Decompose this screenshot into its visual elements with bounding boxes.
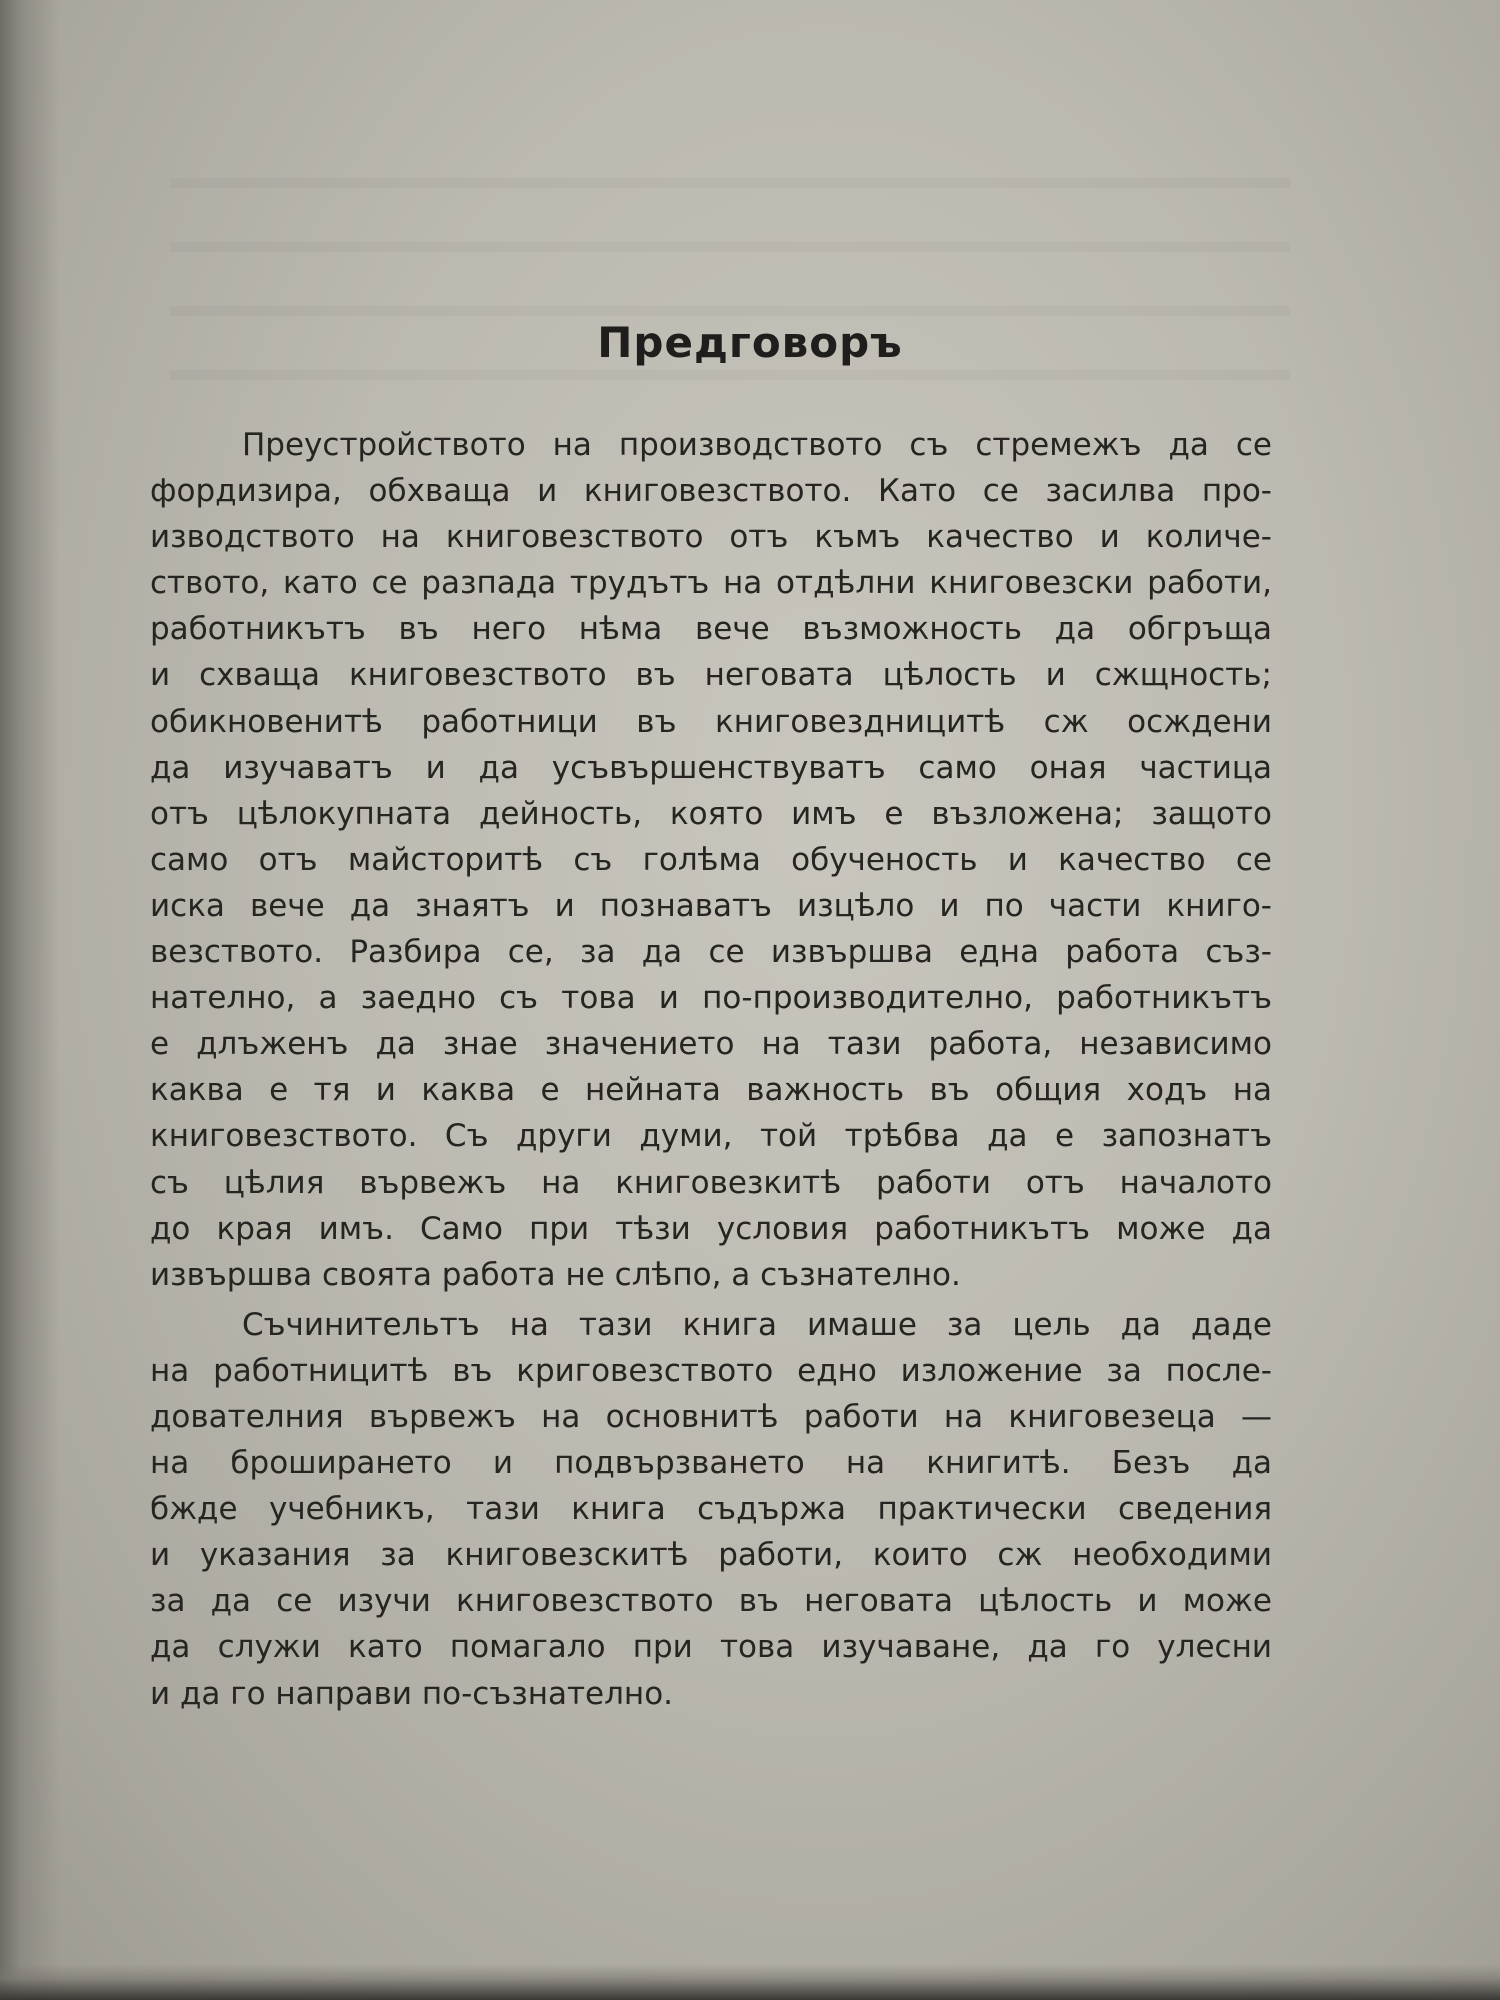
text-line: съ цѣлия вървежъ на книговезкитѣ работи отъ началото	[150, 1164, 1272, 1201]
text-line: е длъженъ да знае значението на тази работа, независимо	[150, 1026, 1272, 1063]
text-line: отъ цѣлокупната дейность, която имъ е възложена; защото	[150, 795, 1272, 832]
text-line: и указания за книговезскитѣ работи, които сж необходими	[150, 1537, 1272, 1574]
text-line: обикновенитѣ работници въ книговездницитѣ сж осждени	[150, 703, 1272, 740]
text-line: книговезството. Съ други думи, той трѣбва да е запознатъ	[150, 1118, 1272, 1155]
text-line: каква е тя и каква е нейната важность въ общия ходъ на	[150, 1072, 1272, 1109]
text-line: дователния вървежъ на основнитѣ работи на книговезеца —	[150, 1398, 1272, 1435]
text-line: и да го направи по-съзнателно.	[150, 1675, 674, 1712]
preface-text	[150, 422, 1272, 1717]
text-line: до края имъ. Само при тѣзи условия работникътъ може да	[150, 1210, 1272, 1247]
text-line: изводството на книговезството отъ къмъ качество и количе-	[150, 519, 1272, 556]
text-line: иска вече да знаятъ и познаватъ изцѣло и по части книго-	[150, 887, 1272, 924]
show-through-line	[170, 194, 1290, 252]
text-line: да служи като помагало при това изучаване, да го улесни	[150, 1629, 1272, 1666]
text-line: на броширането и подвързването на книгитѣ. Безъ да	[150, 1445, 1272, 1482]
show-through-line	[170, 258, 1290, 316]
page-bottom-edge	[0, 1964, 1500, 2000]
text-line: Съчинительтъ на тази книга имаше за цель да даде	[242, 1306, 1272, 1343]
text-line: извършва своята работа не слѣпо, а съзнателно.	[150, 1256, 961, 1293]
page-gutter-shadow	[0, 0, 60, 2000]
show-through-line	[170, 130, 1290, 188]
text-line: ството, като се разпада трудътъ на отдѣлни книговезски работи,	[150, 565, 1272, 602]
text-line: работникътъ въ него нѣма вече възможность да обгръща	[150, 611, 1272, 648]
text-line: да изучаватъ и да усъвършенствуватъ само оная частица	[150, 749, 1272, 786]
page-title: Предговоръ	[597, 318, 903, 367]
text-line: Преустройството на производството съ стремежъ да се	[242, 427, 1272, 463]
text-line: везството. Разбира се, за да се извършва една работа съз-	[150, 934, 1272, 971]
text-line: на работницитѣ въ криговезството едно изложение за после-	[150, 1352, 1272, 1389]
text-line: само отъ майсторитѣ съ голѣма обученость и качество се	[150, 841, 1272, 878]
text-line: за да се изучи книговезството въ неговата цѣлость и може	[150, 1583, 1272, 1620]
text-line: нателно, а заедно съ това и по-производително, работникътъ	[150, 980, 1272, 1017]
text-line: и схваща книговезството въ неговата цѣлость и сжщность;	[150, 657, 1272, 694]
text-line: фордизира, обхваща и книговезството. Като се засилва про-	[150, 473, 1272, 510]
text-line: бжде учебникъ, тази книга съдържа практически сведения	[150, 1491, 1272, 1528]
